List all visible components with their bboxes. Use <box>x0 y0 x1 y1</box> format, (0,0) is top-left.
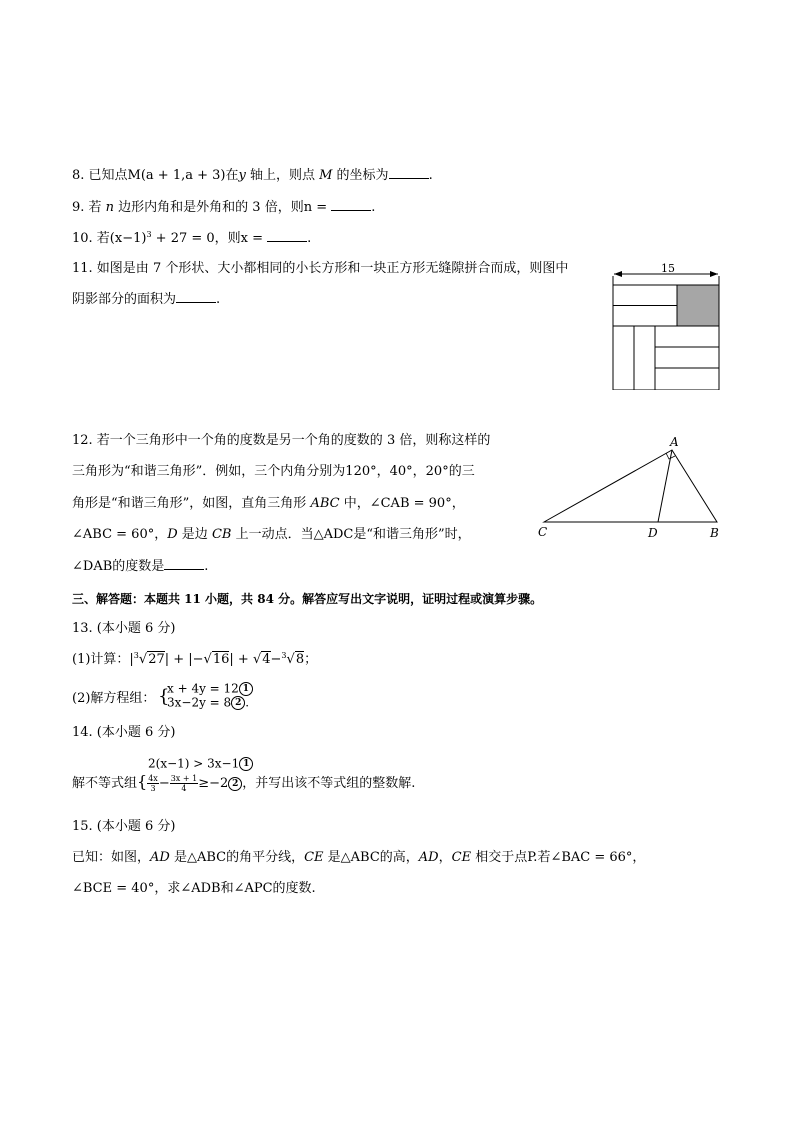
question-12-line3: 角形是“和谐三角形”，如图，直角三角形 ABC 中，∠CAB = 90°， <box>72 496 465 511</box>
answer-blank <box>331 198 371 211</box>
question-12-line2: 三角形为“和谐三角形”．例如，三个内角分别为120°，40°，20°的三 <box>72 464 475 479</box>
small-rect <box>655 368 719 390</box>
arrow-left-icon <box>614 271 622 277</box>
q11-rectangle-figure <box>608 260 728 390</box>
circled-2-icon: 2 <box>231 696 245 710</box>
question-8: 8. 已知点M(a + 1,a + 3)在y 轴上，则点 M 的坐标为 . <box>72 168 433 183</box>
question-13-part1: (1)计算：$|^3√27| + |-√16| + √4-^3√8$； <box>72 651 318 667</box>
question-10: 10. 若$(x-1)^3 + 27 = 0$，则x = . <box>72 230 312 246</box>
equation-2: 3x−2y = 8 2 . <box>167 695 250 710</box>
question-14-body: 解不等式组{ $\frac{4x}{3}$ − $\frac{3x + 1}{4}$ ≥−2 2 ，并写出该不等式组的整数解. <box>72 772 416 793</box>
arrow-right-icon <box>710 271 718 277</box>
question-12-line1: 12. 若一个三角形中一个角的度数是另一个角的度数的 3 倍，则称这样的 <box>72 433 491 448</box>
segment-ad <box>658 450 672 522</box>
answer-blank <box>389 166 429 179</box>
question-12-line4: ∠ABC = 60°，D 是边 CB 上一动点．当△ADC是“和谐三角形”时， <box>72 527 471 542</box>
fraction-4x-3: $\frac{4x}{3}$ <box>148 774 158 793</box>
small-rect <box>613 285 677 306</box>
answer-blank <box>267 229 307 242</box>
circled-1-icon: 1 <box>239 757 253 771</box>
label-a: A <box>670 435 679 449</box>
question-9: 9. 若 n 边形内角和是外角和的 3 倍，则n = . <box>72 200 376 215</box>
question-15-line1: 已知：如图，AD 是△ABC的角平分线，CE 是△ABC的高，AD，CE 相交于点P.若∠BAC = 66°， <box>72 850 646 865</box>
label-d: D <box>648 526 658 540</box>
label-c: C <box>538 525 548 539</box>
small-rect <box>613 326 634 390</box>
shaded-square <box>677 285 719 326</box>
question-12-line5: ∠DAB的度数是 . <box>72 559 209 574</box>
question-13-title: 13. (本小题 6 分) <box>72 621 176 636</box>
question-11-line1: 11. 如图是由 7 个形状、大小都相同的小长方形和一块正方形无缝隙拼合而成，则图中 <box>72 261 569 276</box>
equation-1: x + 4y = 12 1 <box>167 682 253 696</box>
small-rect <box>634 326 655 390</box>
brace-icon: { <box>158 686 170 707</box>
small-rect <box>655 347 719 368</box>
small-rect <box>655 326 719 347</box>
question-14-title: 14. (本小题 6 分) <box>72 725 176 740</box>
section-3-heading: 三、解答题：本题共 11 小题，共 84 分。解答应写出文字说明，证明过程或演算步骤。 <box>72 592 543 606</box>
triangle-abc <box>544 450 717 522</box>
inequality-1: 2(x−1) > 3x−1 1 <box>148 757 253 771</box>
question-11-line2: 阴影部分的面积为 . <box>72 292 221 307</box>
width-label: 15 <box>661 262 675 275</box>
circled-1-icon: 1 <box>239 682 253 696</box>
label-b: B <box>710 526 719 540</box>
question-15-title: 15. (本小题 6 分) <box>72 819 176 834</box>
answer-blank <box>176 290 216 303</box>
question-15-line2: ∠BCE = 40°，求∠ADB和∠APC的度数. <box>72 881 316 896</box>
question-13-part2-label: (2)解方程组： <box>72 691 156 706</box>
small-rect <box>613 306 677 327</box>
fraction-3x1-4: $\frac{3x + 1}{4}$ <box>170 774 198 793</box>
circled-2-icon: 2 <box>228 777 242 791</box>
q12-triangle-figure <box>530 432 730 542</box>
answer-blank <box>164 557 204 570</box>
